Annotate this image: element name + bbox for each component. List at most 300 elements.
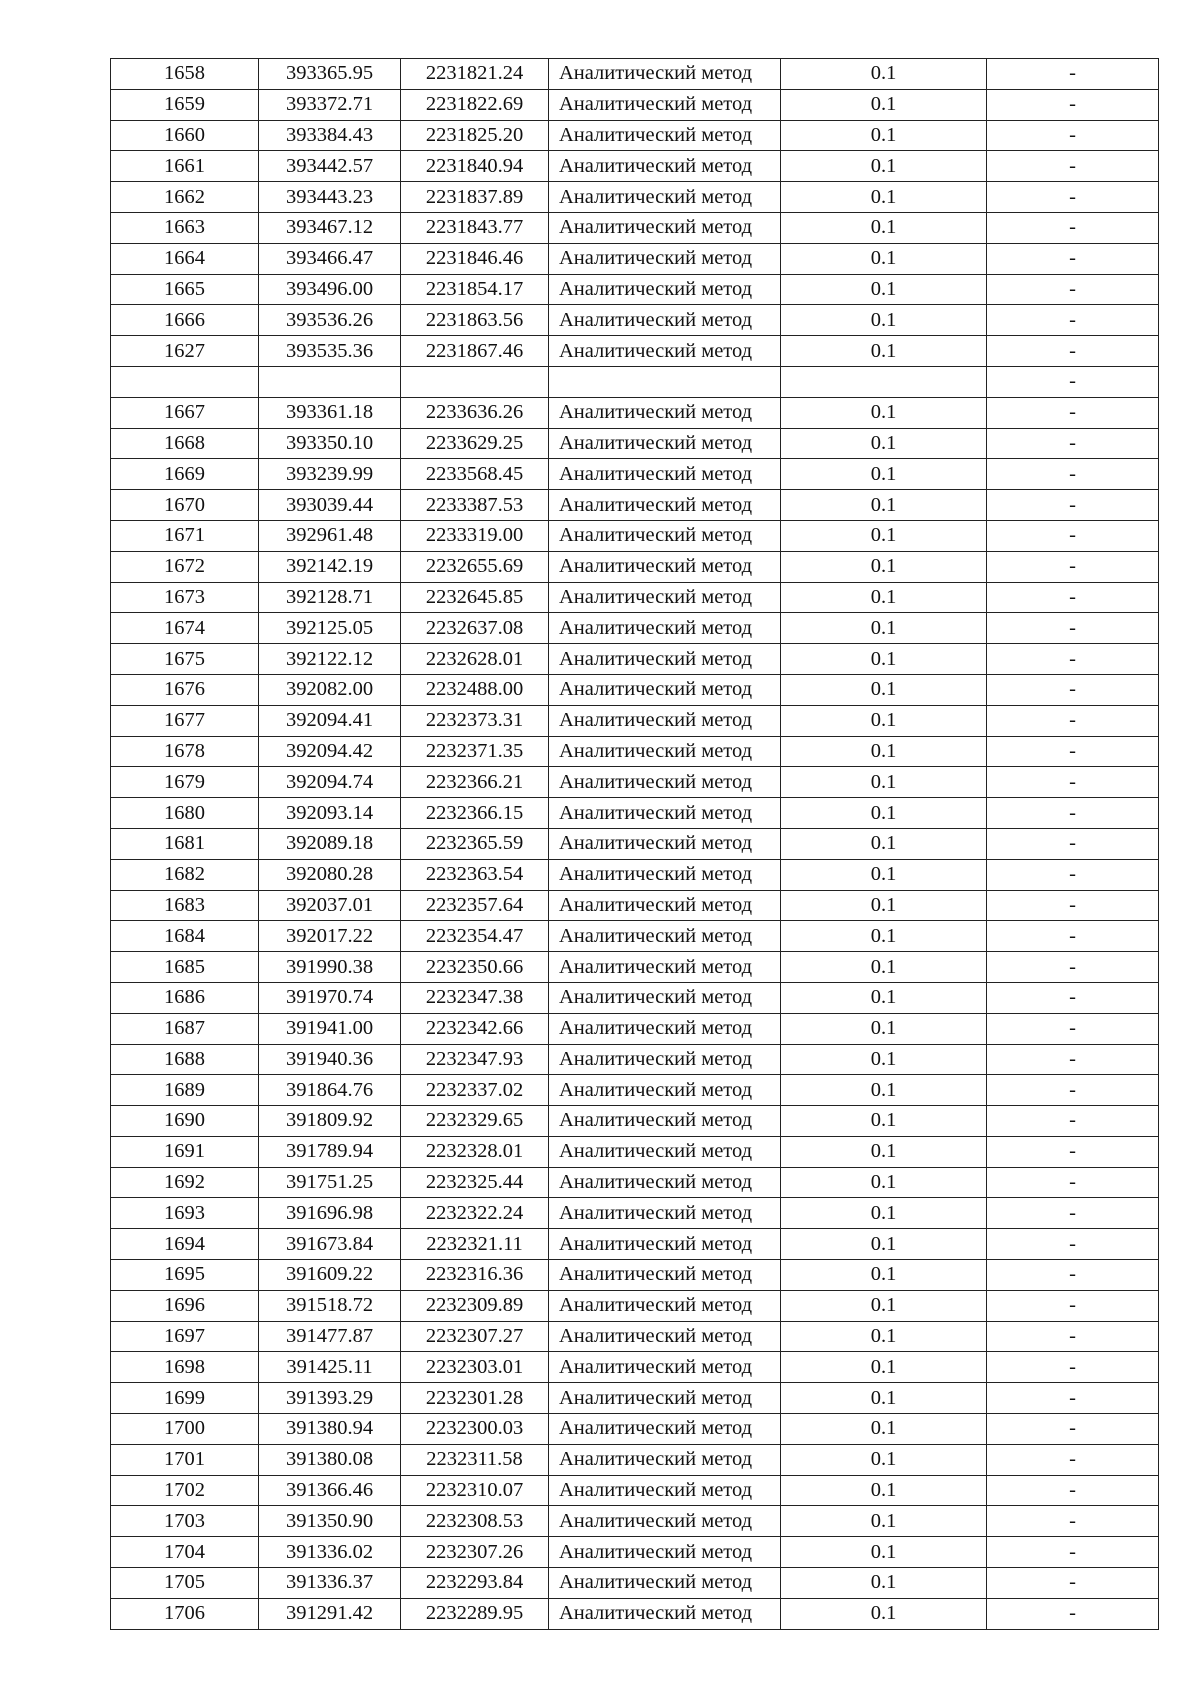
method-cell: Аналитический метод	[549, 520, 781, 551]
note-cell: -	[987, 921, 1159, 952]
accuracy-cell: 0.1	[781, 120, 987, 151]
method-cell: Аналитический метод	[549, 1537, 781, 1568]
table-row	[111, 212, 1159, 243]
note-cell: -	[987, 1383, 1159, 1414]
method-cell: Аналитический метод	[549, 1167, 781, 1198]
x-coordinate-cell: 393442.57	[259, 151, 401, 182]
x-coordinate-cell: 392089.18	[259, 828, 401, 859]
point-number-cell: 1666	[111, 305, 259, 336]
accuracy-cell: 0.1	[781, 828, 987, 859]
x-coordinate-cell: 393467.12	[259, 212, 401, 243]
method-cell: Аналитический метод	[549, 798, 781, 829]
table-row	[111, 1537, 1159, 1568]
y-coordinate-cell: 2233319.00	[401, 520, 549, 551]
table-row	[111, 428, 1159, 459]
method-cell: Аналитический метод	[549, 397, 781, 428]
point-number-cell: 1695	[111, 1260, 259, 1291]
table-row	[111, 520, 1159, 551]
table-row	[111, 1568, 1159, 1599]
point-number-cell: 1690	[111, 1106, 259, 1137]
accuracy-cell: 0.1	[781, 890, 987, 921]
point-number-cell: 1665	[111, 274, 259, 305]
method-cell: Аналитический метод	[549, 1075, 781, 1106]
point-number-cell: 1675	[111, 644, 259, 675]
x-coordinate-cell: 392094.41	[259, 705, 401, 736]
x-coordinate-cell: 393443.23	[259, 182, 401, 213]
x-coordinate-cell: 391970.74	[259, 982, 401, 1013]
table-row	[111, 1321, 1159, 1352]
point-number-cell: 1674	[111, 613, 259, 644]
method-cell: Аналитический метод	[549, 1598, 781, 1629]
point-number-cell: 1668	[111, 428, 259, 459]
point-number-cell: 1685	[111, 952, 259, 983]
y-coordinate-cell: 2231843.77	[401, 212, 549, 243]
x-coordinate-cell: 392017.22	[259, 921, 401, 952]
y-coordinate-cell: 2232655.69	[401, 551, 549, 582]
note-cell: -	[987, 490, 1159, 521]
method-cell: Аналитический метод	[549, 674, 781, 705]
note-cell: -	[987, 1352, 1159, 1383]
method-cell: Аналитический метод	[549, 952, 781, 983]
table-row	[111, 1044, 1159, 1075]
accuracy-cell: 0.1	[781, 859, 987, 890]
point-number-cell: 1681	[111, 828, 259, 859]
y-coordinate-cell: 2232325.44	[401, 1167, 549, 1198]
y-coordinate-cell: 2233629.25	[401, 428, 549, 459]
accuracy-cell: 0.1	[781, 644, 987, 675]
accuracy-cell: 0.1	[781, 1013, 987, 1044]
x-coordinate-cell: 392142.19	[259, 551, 401, 582]
method-cell: Аналитический метод	[549, 120, 781, 151]
y-coordinate-cell: 2232321.11	[401, 1229, 549, 1260]
table-row	[111, 89, 1159, 120]
note-cell: -	[987, 1444, 1159, 1475]
table-row	[111, 1075, 1159, 1106]
y-coordinate-cell: 2231867.46	[401, 336, 549, 367]
point-number-cell: 1672	[111, 551, 259, 582]
method-cell: Аналитический метод	[549, 921, 781, 952]
y-coordinate-cell: 2231825.20	[401, 120, 549, 151]
note-cell: -	[987, 1013, 1159, 1044]
table-row	[111, 243, 1159, 274]
method-cell: Аналитический метод	[549, 582, 781, 613]
y-coordinate-cell: 2232316.36	[401, 1260, 549, 1291]
y-coordinate-cell: 2232309.89	[401, 1290, 549, 1321]
accuracy-cell: 0.1	[781, 582, 987, 613]
method-cell: Аналитический метод	[549, 274, 781, 305]
method-cell: Аналитический метод	[549, 1383, 781, 1414]
method-cell: Аналитический метод	[549, 428, 781, 459]
x-coordinate-cell	[259, 366, 401, 397]
point-number-cell: 1702	[111, 1475, 259, 1506]
method-cell: Аналитический метод	[549, 1414, 781, 1445]
method-cell: Аналитический метод	[549, 644, 781, 675]
note-cell: -	[987, 890, 1159, 921]
accuracy-cell: 0.1	[781, 428, 987, 459]
accuracy-cell: 0.1	[781, 305, 987, 336]
note-cell: -	[987, 582, 1159, 613]
method-cell: Аналитический метод	[549, 890, 781, 921]
note-cell: -	[987, 274, 1159, 305]
accuracy-cell: 0.1	[781, 59, 987, 90]
x-coordinate-cell: 393239.99	[259, 459, 401, 490]
method-cell: Аналитический метод	[549, 151, 781, 182]
table-row	[111, 1136, 1159, 1167]
accuracy-cell: 0.1	[781, 1290, 987, 1321]
x-coordinate-cell: 391336.02	[259, 1537, 401, 1568]
x-coordinate-cell: 392093.14	[259, 798, 401, 829]
point-number-cell: 1661	[111, 151, 259, 182]
note-cell: -	[987, 1598, 1159, 1629]
note-cell: -	[987, 767, 1159, 798]
table-row	[111, 674, 1159, 705]
accuracy-cell: 0.1	[781, 336, 987, 367]
note-cell: -	[987, 1321, 1159, 1352]
method-cell: Аналитический метод	[549, 1506, 781, 1537]
table-row	[111, 459, 1159, 490]
accuracy-cell: 0.1	[781, 1537, 987, 1568]
table-row	[111, 1260, 1159, 1291]
x-coordinate-cell: 391864.76	[259, 1075, 401, 1106]
note-cell: -	[987, 212, 1159, 243]
point-number-cell: 1627	[111, 336, 259, 367]
method-cell: Аналитический метод	[549, 736, 781, 767]
accuracy-cell: 0.1	[781, 1075, 987, 1106]
y-coordinate-cell: 2232307.27	[401, 1321, 549, 1352]
y-coordinate-cell: 2232366.15	[401, 798, 549, 829]
accuracy-cell: 0.1	[781, 1167, 987, 1198]
table-row	[111, 1352, 1159, 1383]
table-row	[111, 1444, 1159, 1475]
point-number-cell: 1703	[111, 1506, 259, 1537]
note-cell: -	[987, 1136, 1159, 1167]
table-row	[111, 890, 1159, 921]
x-coordinate-cell: 391350.90	[259, 1506, 401, 1537]
accuracy-cell: 0.1	[781, 1198, 987, 1229]
table-row	[111, 1229, 1159, 1260]
y-coordinate-cell: 2233636.26	[401, 397, 549, 428]
note-cell: -	[987, 613, 1159, 644]
table-row	[111, 952, 1159, 983]
accuracy-cell: 0.1	[781, 1044, 987, 1075]
point-number-cell: 1692	[111, 1167, 259, 1198]
note-cell: -	[987, 1167, 1159, 1198]
y-coordinate-cell: 2233387.53	[401, 490, 549, 521]
method-cell: Аналитический метод	[549, 89, 781, 120]
accuracy-cell: 0.1	[781, 736, 987, 767]
accuracy-cell: 0.1	[781, 1136, 987, 1167]
accuracy-cell: 0.1	[781, 1475, 987, 1506]
accuracy-cell: 0.1	[781, 1229, 987, 1260]
table-row	[111, 1598, 1159, 1629]
x-coordinate-cell: 391751.25	[259, 1167, 401, 1198]
y-coordinate-cell: 2231854.17	[401, 274, 549, 305]
x-coordinate-cell: 391940.36	[259, 1044, 401, 1075]
method-cell: Аналитический метод	[549, 459, 781, 490]
x-coordinate-cell: 393361.18	[259, 397, 401, 428]
note-cell: -	[987, 1260, 1159, 1291]
method-cell: Аналитический метод	[549, 828, 781, 859]
x-coordinate-cell: 391941.00	[259, 1013, 401, 1044]
coordinates-table	[110, 58, 1159, 1630]
y-coordinate-cell: 2232637.08	[401, 613, 549, 644]
method-cell: Аналитический метод	[549, 1352, 781, 1383]
x-coordinate-cell: 391393.29	[259, 1383, 401, 1414]
table-row	[111, 736, 1159, 767]
table-row	[111, 1013, 1159, 1044]
point-number-cell: 1683	[111, 890, 259, 921]
y-coordinate-cell: 2232293.84	[401, 1568, 549, 1599]
x-coordinate-cell: 392122.12	[259, 644, 401, 675]
table-row	[111, 982, 1159, 1013]
point-number-cell: 1691	[111, 1136, 259, 1167]
point-number-cell: 1676	[111, 674, 259, 705]
table-row	[111, 921, 1159, 952]
point-number-cell: 1687	[111, 1013, 259, 1044]
point-number-cell: 1700	[111, 1414, 259, 1445]
note-cell: -	[987, 59, 1159, 90]
table-row	[111, 151, 1159, 182]
x-coordinate-cell: 393384.43	[259, 120, 401, 151]
x-coordinate-cell: 391380.08	[259, 1444, 401, 1475]
accuracy-cell: 0.1	[781, 767, 987, 798]
y-coordinate-cell: 2232301.28	[401, 1383, 549, 1414]
accuracy-cell: 0.1	[781, 1568, 987, 1599]
table-row	[111, 705, 1159, 736]
y-coordinate-cell: 2232329.65	[401, 1106, 549, 1137]
point-number-cell: 1684	[111, 921, 259, 952]
accuracy-cell: 0.1	[781, 397, 987, 428]
x-coordinate-cell: 393039.44	[259, 490, 401, 521]
accuracy-cell: 0.1	[781, 1106, 987, 1137]
point-number-cell: 1673	[111, 582, 259, 613]
y-coordinate-cell: 2231837.89	[401, 182, 549, 213]
point-number-cell: 1659	[111, 89, 259, 120]
table-row	[111, 1383, 1159, 1414]
note-cell: -	[987, 1475, 1159, 1506]
method-cell: Аналитический метод	[549, 1229, 781, 1260]
point-number-cell: 1688	[111, 1044, 259, 1075]
note-cell: -	[987, 1537, 1159, 1568]
table-row	[111, 859, 1159, 890]
point-number-cell: 1693	[111, 1198, 259, 1229]
accuracy-cell: 0.1	[781, 520, 987, 551]
x-coordinate-cell: 393372.71	[259, 89, 401, 120]
method-cell: Аналитический метод	[549, 1475, 781, 1506]
method-cell: Аналитический метод	[549, 305, 781, 336]
note-cell: -	[987, 1106, 1159, 1137]
accuracy-cell: 0.1	[781, 921, 987, 952]
y-coordinate-cell: 2232311.58	[401, 1444, 549, 1475]
note-cell: -	[987, 1414, 1159, 1445]
x-coordinate-cell: 392037.01	[259, 890, 401, 921]
point-number-cell: 1704	[111, 1537, 259, 1568]
accuracy-cell: 0.1	[781, 1414, 987, 1445]
x-coordinate-cell: 391809.92	[259, 1106, 401, 1137]
y-coordinate-cell: 2232373.31	[401, 705, 549, 736]
x-coordinate-cell: 392094.74	[259, 767, 401, 798]
y-coordinate-cell: 2232645.85	[401, 582, 549, 613]
note-cell: -	[987, 952, 1159, 983]
y-coordinate-cell: 2231863.56	[401, 305, 549, 336]
x-coordinate-cell: 393496.00	[259, 274, 401, 305]
point-number-cell: 1701	[111, 1444, 259, 1475]
y-coordinate-cell: 2232366.21	[401, 767, 549, 798]
method-cell: Аналитический метод	[549, 859, 781, 890]
accuracy-cell: 0.1	[781, 1321, 987, 1352]
x-coordinate-cell: 391696.98	[259, 1198, 401, 1229]
y-coordinate-cell: 2232371.35	[401, 736, 549, 767]
x-coordinate-cell: 392082.00	[259, 674, 401, 705]
method-cell: Аналитический метод	[549, 1044, 781, 1075]
x-coordinate-cell: 391336.37	[259, 1568, 401, 1599]
x-coordinate-cell: 391477.87	[259, 1321, 401, 1352]
note-cell: -	[987, 1075, 1159, 1106]
method-cell: Аналитический метод	[549, 243, 781, 274]
x-coordinate-cell: 391518.72	[259, 1290, 401, 1321]
note-cell: -	[987, 428, 1159, 459]
method-cell: Аналитический метод	[549, 551, 781, 582]
y-coordinate-cell	[401, 366, 549, 397]
point-number-cell: 1669	[111, 459, 259, 490]
note-cell: -	[987, 705, 1159, 736]
table-row	[111, 582, 1159, 613]
method-cell: Аналитический метод	[549, 1568, 781, 1599]
point-number-cell: 1699	[111, 1383, 259, 1414]
note-cell: -	[987, 243, 1159, 274]
note-cell: -	[987, 336, 1159, 367]
table-row	[111, 59, 1159, 90]
x-coordinate-cell: 391425.11	[259, 1352, 401, 1383]
note-cell: -	[987, 828, 1159, 859]
table-row	[111, 613, 1159, 644]
table-row	[111, 336, 1159, 367]
method-cell: Аналитический метод	[549, 613, 781, 644]
y-coordinate-cell: 2231846.46	[401, 243, 549, 274]
y-coordinate-cell: 2232307.26	[401, 1537, 549, 1568]
note-cell: -	[987, 982, 1159, 1013]
method-cell: Аналитический метод	[549, 1290, 781, 1321]
method-cell: Аналитический метод	[549, 490, 781, 521]
accuracy-cell: 0.1	[781, 551, 987, 582]
note-cell: -	[987, 151, 1159, 182]
accuracy-cell: 0.1	[781, 1260, 987, 1291]
point-number-cell: 1705	[111, 1568, 259, 1599]
y-coordinate-cell: 2232337.02	[401, 1075, 549, 1106]
table-row	[111, 1167, 1159, 1198]
x-coordinate-cell: 391789.94	[259, 1136, 401, 1167]
note-cell: -	[987, 1568, 1159, 1599]
method-cell: Аналитический метод	[549, 1321, 781, 1352]
table-row	[111, 767, 1159, 798]
y-coordinate-cell: 2232300.03	[401, 1414, 549, 1445]
x-coordinate-cell: 391291.42	[259, 1598, 401, 1629]
x-coordinate-cell: 391673.84	[259, 1229, 401, 1260]
y-coordinate-cell: 2232342.66	[401, 1013, 549, 1044]
accuracy-cell: 0.1	[781, 1506, 987, 1537]
note-cell: -	[987, 674, 1159, 705]
point-number-cell: 1670	[111, 490, 259, 521]
point-number-cell: 1698	[111, 1352, 259, 1383]
x-coordinate-cell: 392128.71	[259, 582, 401, 613]
table-row	[111, 274, 1159, 305]
accuracy-cell: 0.1	[781, 1444, 987, 1475]
point-number-cell: 1678	[111, 736, 259, 767]
x-coordinate-cell: 393536.26	[259, 305, 401, 336]
y-coordinate-cell: 2233568.45	[401, 459, 549, 490]
point-number-cell: 1663	[111, 212, 259, 243]
method-cell: Аналитический метод	[549, 59, 781, 90]
x-coordinate-cell: 391366.46	[259, 1475, 401, 1506]
note-cell: -	[987, 1290, 1159, 1321]
note-cell: -	[987, 859, 1159, 890]
note-cell: -	[987, 551, 1159, 582]
note-cell: -	[987, 366, 1159, 397]
note-cell: -	[987, 736, 1159, 767]
table-row	[111, 1198, 1159, 1229]
table-row	[111, 397, 1159, 428]
method-cell: Аналитический метод	[549, 705, 781, 736]
y-coordinate-cell: 2231822.69	[401, 89, 549, 120]
y-coordinate-cell: 2232363.54	[401, 859, 549, 890]
y-coordinate-cell: 2232357.64	[401, 890, 549, 921]
note-cell: -	[987, 459, 1159, 490]
x-coordinate-cell: 393466.47	[259, 243, 401, 274]
table-row	[111, 305, 1159, 336]
note-cell: -	[987, 1229, 1159, 1260]
note-cell: -	[987, 1506, 1159, 1537]
accuracy-cell: 0.1	[781, 89, 987, 120]
accuracy-cell: 0.1	[781, 798, 987, 829]
method-cell: Аналитический метод	[549, 212, 781, 243]
point-number-cell: 1677	[111, 705, 259, 736]
note-cell: -	[987, 798, 1159, 829]
table-row	[111, 1414, 1159, 1445]
accuracy-cell: 0.1	[781, 459, 987, 490]
y-coordinate-cell: 2231821.24	[401, 59, 549, 90]
accuracy-cell	[781, 366, 987, 397]
point-number-cell: 1682	[111, 859, 259, 890]
table-row	[111, 828, 1159, 859]
point-number-cell: 1679	[111, 767, 259, 798]
x-coordinate-cell: 391380.94	[259, 1414, 401, 1445]
accuracy-cell: 0.1	[781, 1383, 987, 1414]
table-row	[111, 1290, 1159, 1321]
note-cell: -	[987, 120, 1159, 151]
y-coordinate-cell: 2232322.24	[401, 1198, 549, 1229]
table-body	[111, 59, 1159, 1630]
x-coordinate-cell: 392080.28	[259, 859, 401, 890]
note-cell: -	[987, 1198, 1159, 1229]
accuracy-cell: 0.1	[781, 674, 987, 705]
point-number-cell: 1680	[111, 798, 259, 829]
y-coordinate-cell: 2231840.94	[401, 151, 549, 182]
x-coordinate-cell: 393535.36	[259, 336, 401, 367]
x-coordinate-cell: 393365.95	[259, 59, 401, 90]
note-cell: -	[987, 1044, 1159, 1075]
x-coordinate-cell: 392094.42	[259, 736, 401, 767]
y-coordinate-cell: 2232310.07	[401, 1475, 549, 1506]
point-number-cell: 1706	[111, 1598, 259, 1629]
y-coordinate-cell: 2232289.95	[401, 1598, 549, 1629]
y-coordinate-cell: 2232328.01	[401, 1136, 549, 1167]
point-number-cell: 1658	[111, 59, 259, 90]
table-row	[111, 366, 1159, 397]
accuracy-cell: 0.1	[781, 705, 987, 736]
accuracy-cell: 0.1	[781, 151, 987, 182]
table-row	[111, 120, 1159, 151]
y-coordinate-cell: 2232303.01	[401, 1352, 549, 1383]
